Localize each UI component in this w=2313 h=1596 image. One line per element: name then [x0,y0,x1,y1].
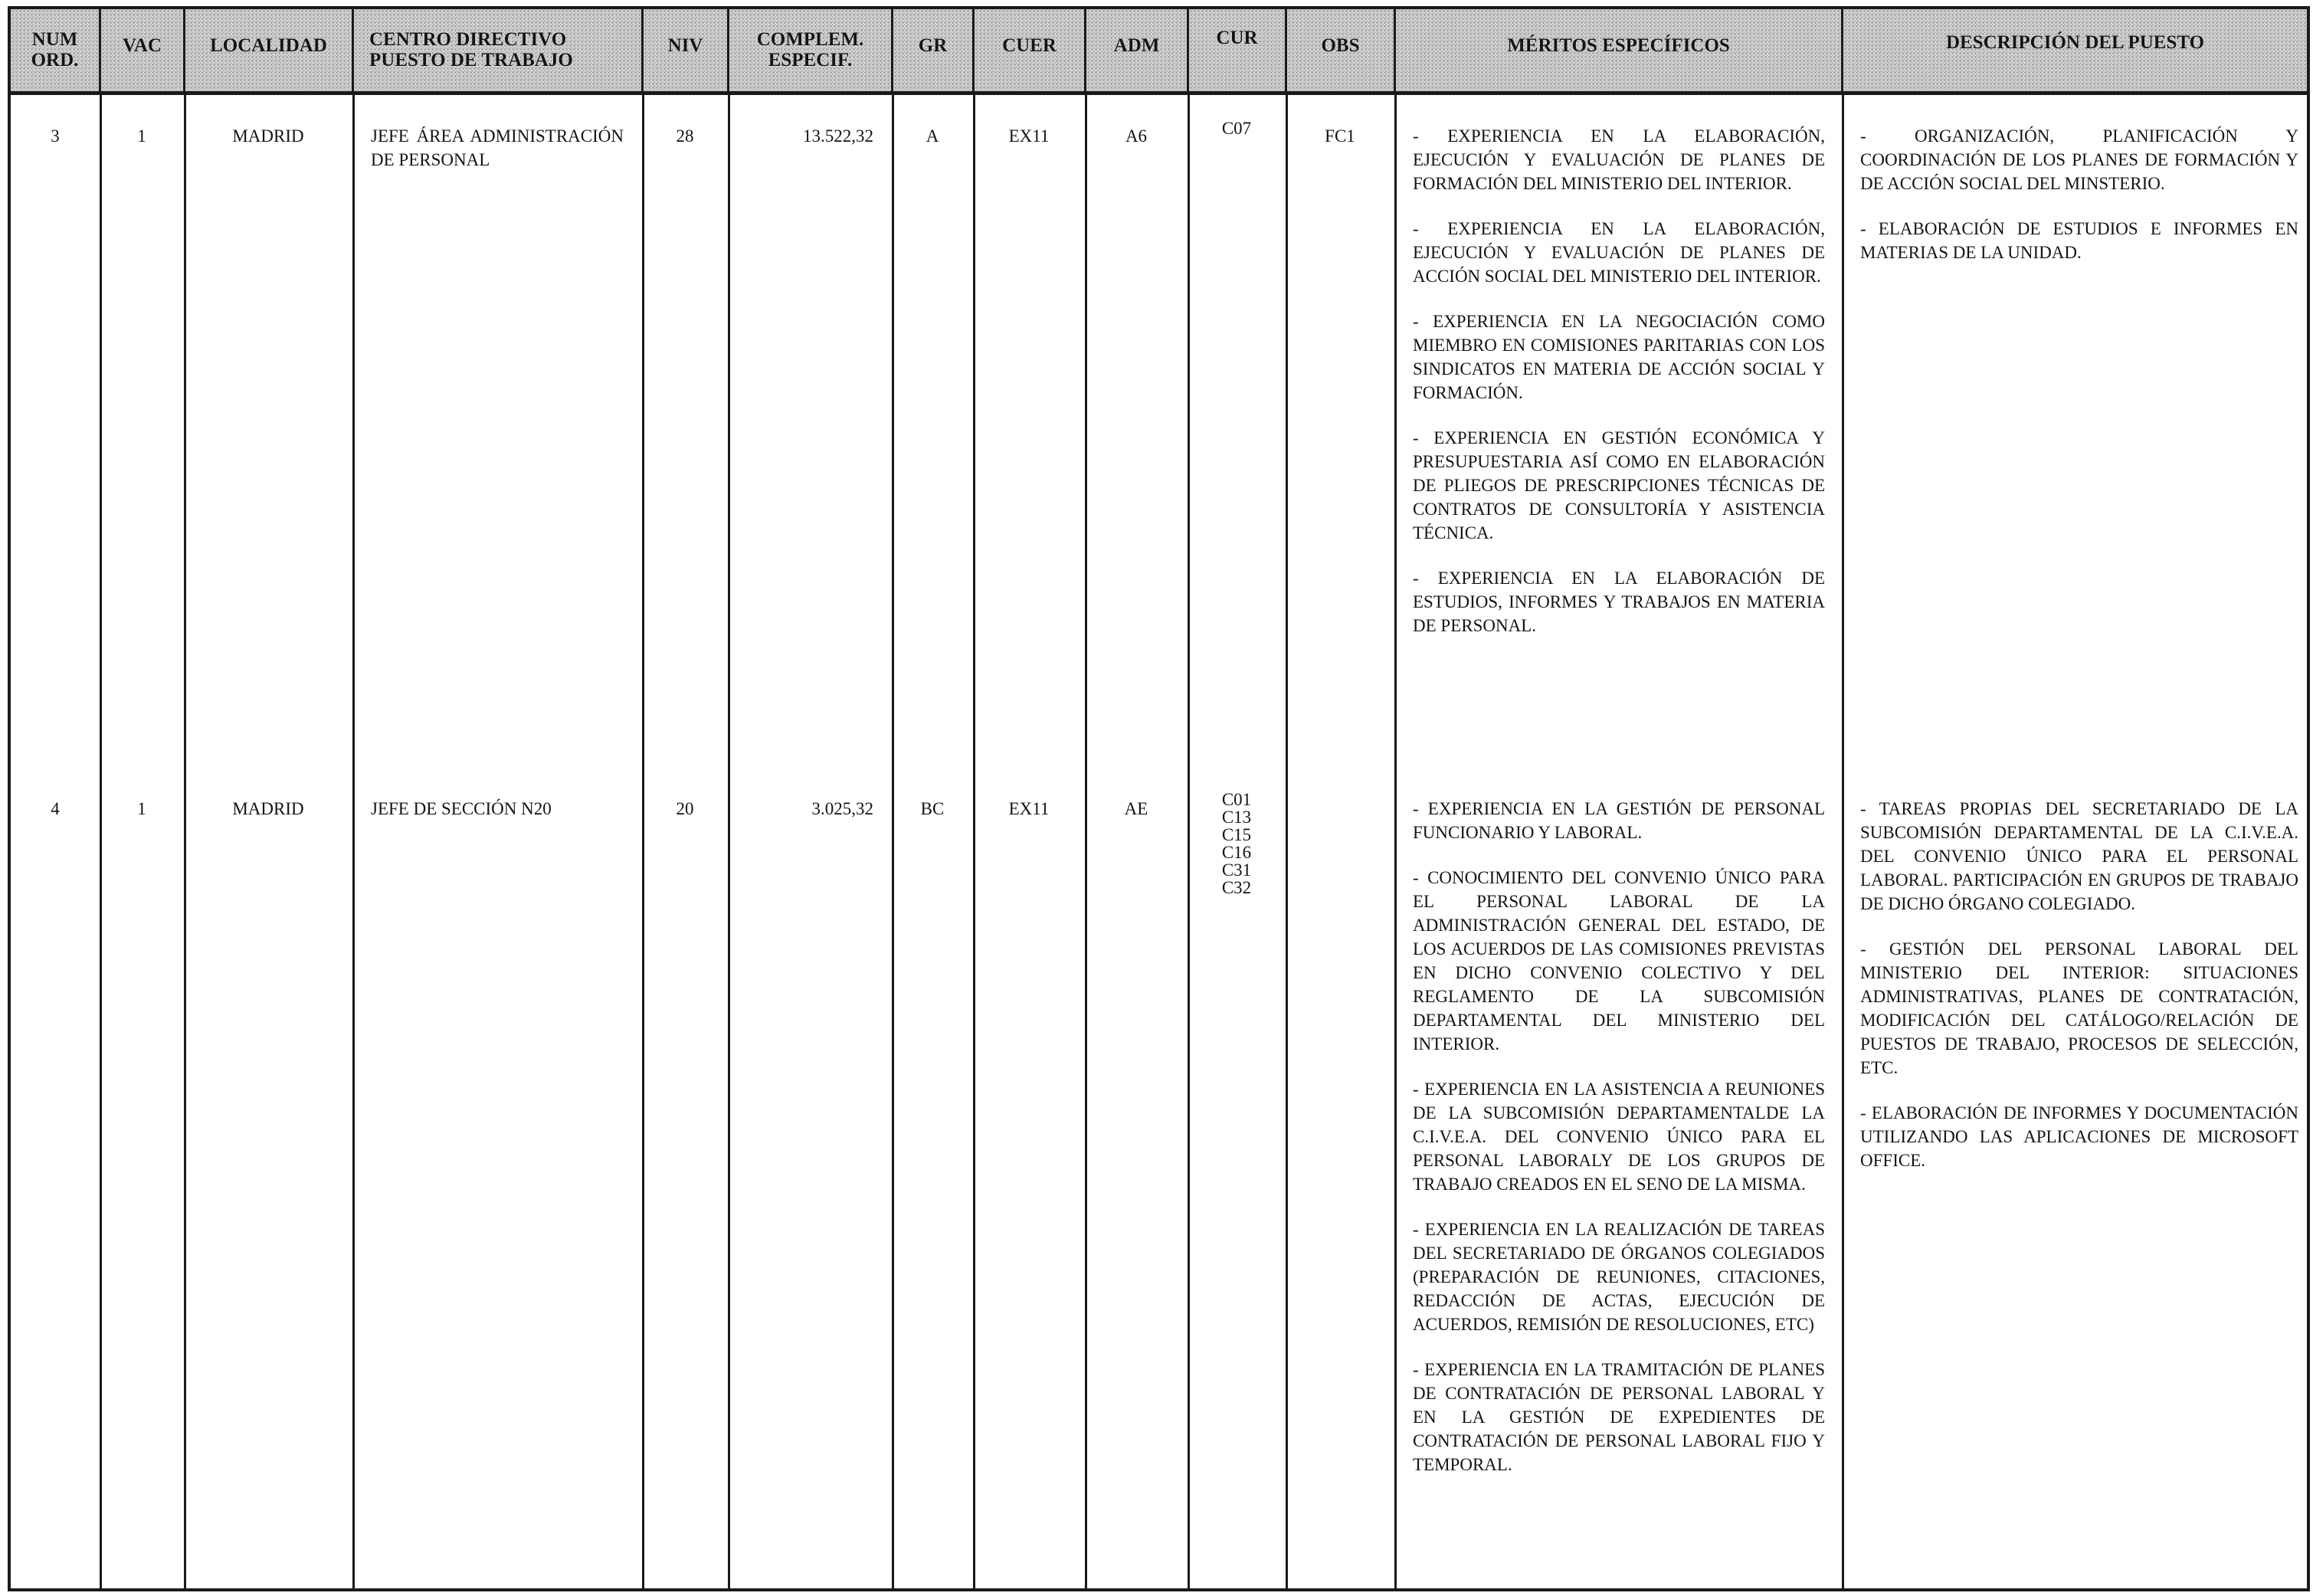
row-nivel: 20 [676,799,694,818]
column-divider [1394,95,1397,1591]
row-cuerpo: EX11 [1008,126,1050,146]
row-meritos [1413,797,1825,1476]
row-observaciones: FC1 [1325,126,1355,146]
descripcion-item: - ELABORACIÓN DE ESTUDIOS E INFORMES EN MATERIAS DE LA UNIDAD. [1860,219,2298,262]
descripcion-item: - GESTIÓN DEL PERSONAL LABORAL DEL MINISTERIO DEL INTERIOR: SITUACIONES ADMINISTRATIVAS, PLANES DE CONTRATACIÓN, MODIFICACIÓN DEL CATÁLOGO/RELACIÓN DE PUESTOS DE TRABAJO, PROCESOS DE SELECCIÓN, ETC. [1860,939,2298,1077]
header-num-ord-line2: ORD. [31,50,79,70]
column-divider [892,95,894,1591]
header-gr: GR [893,9,975,95]
row-grupo: BC [920,799,945,818]
merito-item: - CONOCIMIENTO DEL CONVENIO ÚNICO PARA EL PERSONAL LABORAL DE LA ADMINISTRACIÓN GENERAL DEL ESTADO, DE LOS ACUERDOS DE LAS COMISIONES PREVISTAS EN DICHO CONVENIO COLECTIVO Y DEL REGLAMENTO DE LA SUBCOMISIÓN DEPARTAMENTAL DEL MINISTERIO DEL INTERIOR. [1413,868,1825,1054]
course-code: C31 [1221,860,1252,880]
header-complem-line2: ESPECIF. [768,50,853,70]
vacancy-table [8,6,2310,1591]
column-divider [973,95,975,1591]
row-vac: 1 [137,799,146,818]
column-divider [642,95,644,1591]
merito-item: - EXPERIENCIA EN LA REALIZACIÓN DE TAREAS DEL SECRETARIADO DE ÓRGANOS COLEGIADOS (PREPARACIÓN DE REUNIONES, CITACIONES, REDACCIÓN DE ACTAS, EJECUCIÓN DE ACUERDOS, REMISIÓN DE RESOLUCIONES, ETC) [1413,1220,1825,1334]
row-vac: 1 [137,126,146,146]
merito-item: - EXPERIENCIA EN LA ELABORACIÓN, EJECUCIÓN Y EVALUACIÓN DE PLANES DE ACCIÓN SOCIAL DEL MINISTERIO DEL INTERIOR. [1413,219,1825,286]
course-code: C07 [1221,119,1252,138]
header-complem-line1: COMPLEM. [756,29,864,50]
row-administracion: AE [1124,799,1148,818]
column-divider [728,95,730,1591]
course-code: C15 [1221,825,1252,844]
descripcion-item: - TAREAS PROPIAS DEL SECRETARIADO DE LA SUBCOMISIÓN DEPARTAMENTAL DE LA C.I.V.E.A. DEL CONVENIO ÚNICO PARA EL PERSONAL LABORAL. PARTICIPACIÓN EN GRUPOS DE TRABAJO DE DICHO ÓRGANO COLEGIADO. [1860,799,2298,913]
row-cursos [1188,791,1286,896]
header-descripcion-del-puesto: DESCRIPCIÓN DEL PUESTO [1843,9,2307,95]
row-grupo: A [926,126,939,146]
header-complem-especif [729,9,893,95]
column-divider [1085,95,1087,1591]
header-localidad: LOCALIDAD [185,9,354,95]
course-code: C01 [1221,790,1252,809]
column-divider [1286,95,1288,1591]
header-num-ord [11,9,101,95]
merito-item: - EXPERIENCIA EN LA ELABORACIÓN DE ESTUDIOS, INFORMES Y TRABAJOS EN MATERIA DE PERSONAL. [1413,569,1825,635]
header-vac: VAC [101,9,185,95]
column-divider [184,95,186,1591]
course-code: C13 [1221,808,1252,827]
header-adm: ADM [1086,9,1189,95]
row-cuerpo: EX11 [1008,799,1050,818]
row-descripcion [1860,797,2298,1194]
header-niv: NIV [644,9,729,95]
merito-item: - EXPERIENCIA EN LA NEGOCIACIÓN COMO MIEMBRO EN COMISIONES PARITARIAS CON LOS SINDICATOS EN MATERIA DE ACCIÓN SOCIAL Y FORMACIÓN. [1413,312,1825,402]
row-cursos [1188,116,1286,140]
merito-item: - EXPERIENCIA EN GESTIÓN ECONÓMICA Y PRESUPUESTARIA ASÍ COMO EN ELABORACIÓN DE PLIEGOS DE PRESCRIPCIONES TÉCNICAS DE CONTRATOS DE CONSULTORÍA Y ASISTENCIA TÉCNICA. [1413,428,1825,542]
merito-item: - EXPERIENCIA EN LA ELABORACIÓN, EJECUCIÓN Y EVALUACIÓN DE PLANES DE FORMACIÓN DEL MINISTERIO DEL INTERIOR. [1413,126,1825,193]
row-nivel: 28 [676,126,694,146]
row-num-ord: 3 [51,126,60,146]
row-puesto-trabajo: JEFE DE SECCIÓN N20 [371,799,552,818]
column-divider [100,95,102,1591]
row-complemento-especifico: 3.025,32 [811,799,873,818]
header-meritos-especificos: MÉRITOS ESPECÍFICOS [1396,9,1843,95]
header-centro-directivo [354,9,644,95]
descripcion-item: - ELABORACIÓN DE INFORMES Y DOCUMENTACIÓN UTILIZANDO LAS APLICACIONES DE MICROSOFT OFFICE. [1860,1103,2298,1170]
course-code: C32 [1221,878,1252,897]
row-complemento-especifico: 13.522,32 [803,126,873,146]
merito-item: - EXPERIENCIA EN LA ASISTENCIA A REUNIONES DE LA SUBCOMISIÓN DEPARTAMENTALDE LA C.I.V.E.A. DEL CONVENIO ÚNICO PARA EL PERSONAL LABORALY DE LOS GRUPOS DE TRABAJO CREADOS EN EL SENO DE LA MISMA. [1413,1080,1825,1194]
header-obs: OBS [1287,9,1396,95]
column-divider [352,95,355,1591]
header-centro-line2: PUESTO DE TRABAJO [369,50,573,70]
descripcion-item: - ORGANIZACIÓN, PLANIFICACIÓN Y COORDINACIÓN DE LOS PLANES DE FORMACIÓN Y DE ACCIÓN SOCIAL DEL MINSTERIO. [1860,126,2298,193]
row-meritos [1413,124,1825,659]
header-cur: CUR [1189,9,1287,95]
header-centro-line1: CENTRO DIRECTIVO [369,29,567,50]
row-localidad: MADRID [232,799,304,818]
course-code: C16 [1221,843,1252,862]
row-descripcion [1860,124,2298,286]
merito-item: - EXPERIENCIA EN LA GESTIÓN DE PERSONAL FUNCIONARIO Y LABORAL. [1413,799,1825,842]
row-num-ord: 4 [51,799,60,818]
row-localidad: MADRID [232,126,304,146]
column-divider [1842,95,1844,1591]
header-cuer: CUER [975,9,1086,95]
merito-item: - EXPERIENCIA EN LA TRAMITACIÓN DE PLANES DE CONTRATACIÓN DE PERSONAL LABORAL Y EN LA GESTIÓN DE EXPEDIENTES DE CONTRATACIÓN DE PERSONAL LABORAL FIJO Y TEMPORAL. [1413,1360,1825,1474]
header-num-ord-line1: NUM [31,29,78,50]
row-administracion: A6 [1125,126,1148,146]
row-puesto-trabajo: JEFE ÁREA ADMINISTRACIÓN DE PERSONAL [371,126,624,169]
